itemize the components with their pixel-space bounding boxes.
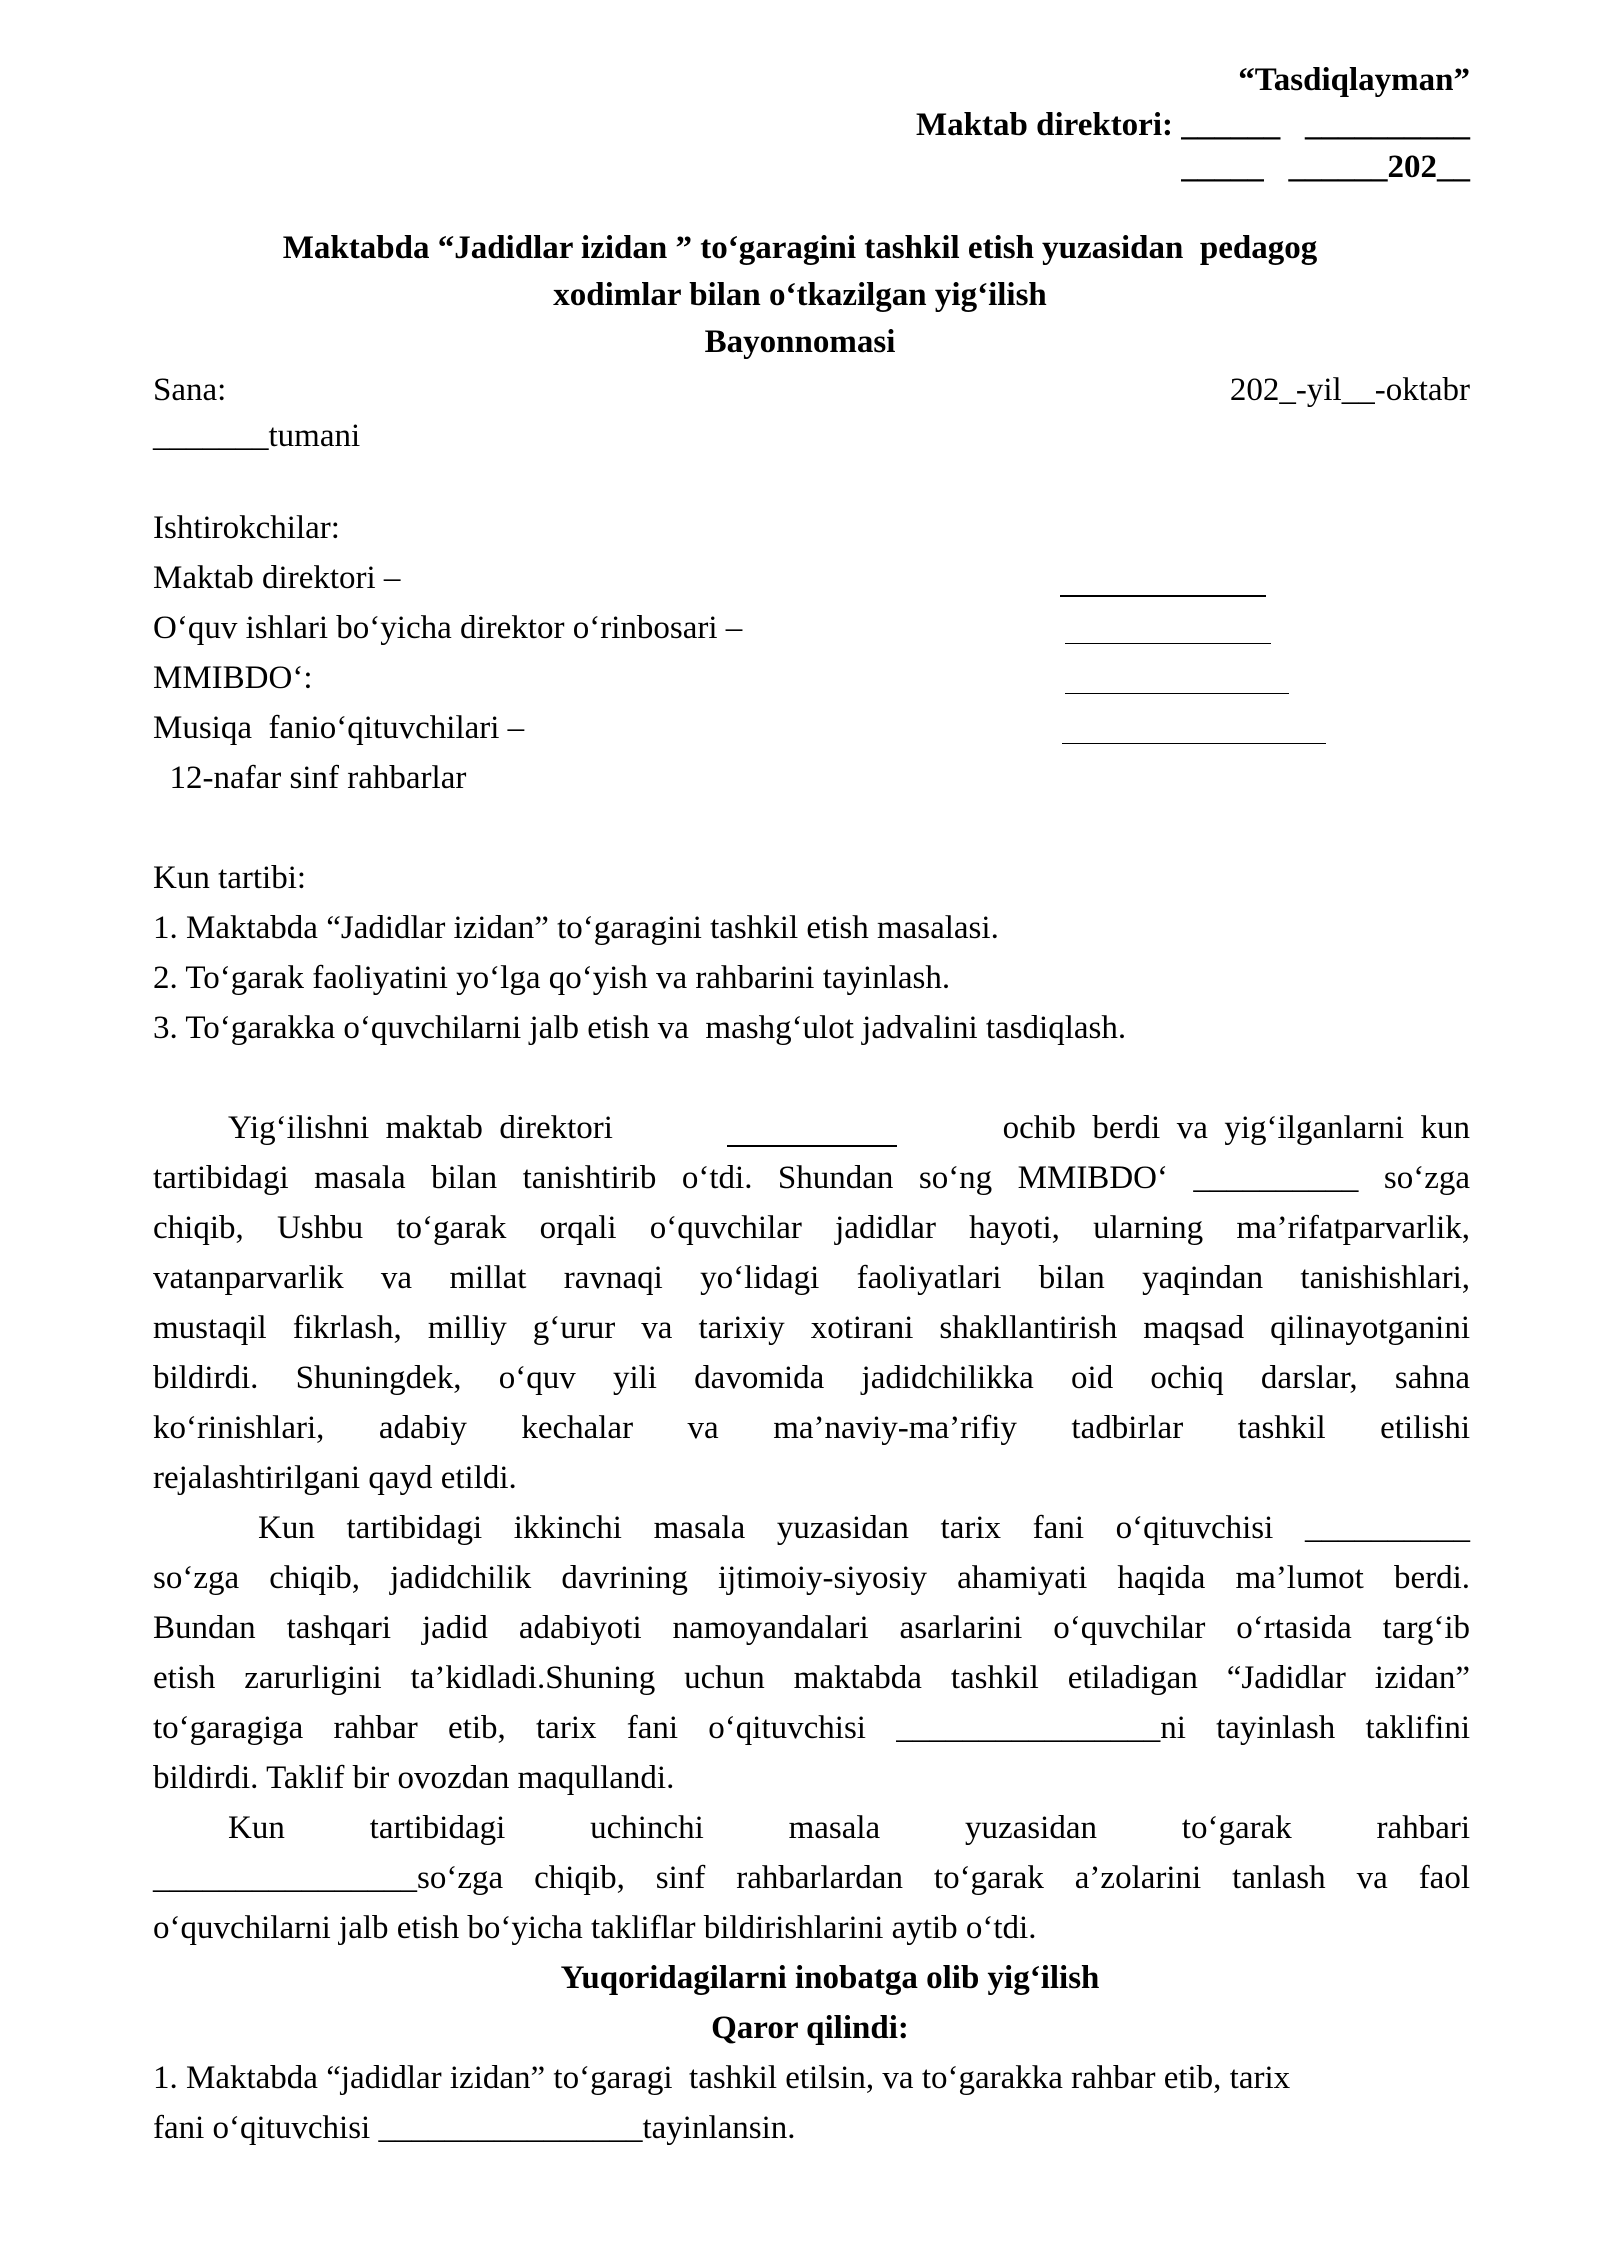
participant-item: Musiqa fanio‘qituvchilari – [153, 710, 525, 746]
body-line: mustaqil fikrlash, milliy g‘urur va tarixiy xotirani shakllantirish maqsad qilinayotganini [153, 1310, 1470, 1346]
document-heading-line2: xodimlar bilan o‘tkazilgan yig‘ilish [553, 277, 1047, 313]
decision-heading: Yuqoridagilarni inobatga olib yig‘ilish [560, 1960, 1100, 1996]
body-line: Yig‘ilishni maktab direktori [228, 1110, 613, 1146]
body-line: tartibidagi masala bilan tanishtirib o‘tdi. Shundan so‘ng MMIBDO‘ __________ so‘zga [153, 1160, 1470, 1196]
approval-date-line: _____ ______202__ [1181, 149, 1470, 185]
date-value: 202_-yil__-oktabr [1229, 372, 1470, 408]
body-line: so‘zga chiqib, jadidchilik davrining ijtimoiy-siyosiy ahamiyati haqida ma’lumot berdi. [153, 1560, 1470, 1596]
signature-line [1060, 562, 1266, 597]
decision-item: 1. Maktabda “jadidlar izidan” to‘garagi tashkil etilsin, va to‘garakka rahbar etib, tarix [153, 2060, 1291, 2096]
participants-label: Ishtirokchilar: [153, 510, 340, 546]
body-line: ko‘rinishlari, adabiy kechalar va ma’naviy-ma’rifiy tadbirlar tashkil etilishi [153, 1410, 1470, 1446]
signature-line [1065, 660, 1289, 694]
body-line: bildirdi. Taklif bir ovozdan maqullandi. [153, 1760, 675, 1796]
signature-line [1065, 610, 1271, 644]
agenda-label: Kun tartibi: [153, 860, 307, 896]
body-line: etish zarurligini ta’kidladi.Shuning uchun maktabda tashkil etiladigan “Jadidlar izidan” [153, 1660, 1470, 1696]
body-line: chiqib, Ushbu to‘garak orqali o‘quvchilar jadidlar hayoti, ularning ma’rifatparvarlik, [153, 1210, 1470, 1246]
body-line: o‘quvchilarni jalb etish bo‘yicha takliflar bildirishlarini aytib o‘tdi. [153, 1910, 1037, 1946]
body-line: vatanparvarlik va millat ravnaqi yo‘lidagi faoliyatlari bilan yaqindan tanishishlari, [153, 1260, 1470, 1296]
district-line: _______tumani [153, 418, 361, 454]
body-line: Bundan tashqari jadid adabiyoti namoyandalari asarlarini o‘quvchilar o‘rtasida targ‘ib [153, 1610, 1470, 1646]
body-line: ochib berdi va yig‘ilganlarni kun [1002, 1110, 1470, 1146]
body-line: Kun tartibidagi ikkinchi masala yuzasidan tarix fani o‘qituvchisi __________ [258, 1510, 1470, 1546]
agenda-item: 3. To‘garakka o‘quvchilarni jalb etish va mashg‘ulot jadvalini tasdiqlash. [153, 1010, 1127, 1046]
date-label: Sana: [153, 372, 227, 408]
body-line: ________________so‘zga chiqib, sinf rahbarlardan to‘garak a’zolarini tanlash va faol [153, 1860, 1470, 1896]
decision-item: fani o‘qituvchisi ________________tayinlansin. [153, 2110, 796, 2146]
approval-director-line: Maktab direktori: ______ __________ [916, 107, 1470, 143]
decision-subheading: Qaror qilindi: [711, 2010, 909, 2046]
document-heading-line1: Maktabda “Jadidlar izidan ” to‘garagini tashkil etish yuzasidan pedagog [282, 230, 1318, 266]
body-line: rejalashtirilgani qayd etildi. [153, 1460, 517, 1496]
agenda-item: 1. Maktabda “Jadidlar izidan” to‘garagini tashkil etish masalasi. [153, 910, 999, 946]
document-title: Bayonnomasi [704, 324, 896, 360]
participant-item: MMIBDO‘: [153, 660, 313, 696]
signature-line [1062, 710, 1326, 744]
approval-title: “Tasdiqlayman” [1238, 62, 1470, 98]
participant-item: O‘quv ishlari bo‘yicha direktor o‘rinbosari – [153, 610, 743, 646]
participant-item: 12-nafar sinf rahbarlar [153, 760, 467, 796]
signature-line [727, 1112, 897, 1147]
agenda-item: 2. To‘garak faoliyatini yo‘lga qo‘yish va rahbarini tayinlash. [153, 960, 951, 996]
body-line: Kun tartibidagi uchinchi masala yuzasidan to‘garak rahbari [228, 1810, 1470, 1846]
body-line: bildirdi. Shuningdek, o‘quv yili davomida jadidchilikka oid ochiq darslar, sahna [153, 1360, 1470, 1396]
body-line: to‘garagiga rahbar etib, tarix fani o‘qituvchisi ________________ni tayinlash taklifini [153, 1710, 1470, 1746]
participant-item: Maktab direktori – [153, 560, 401, 596]
